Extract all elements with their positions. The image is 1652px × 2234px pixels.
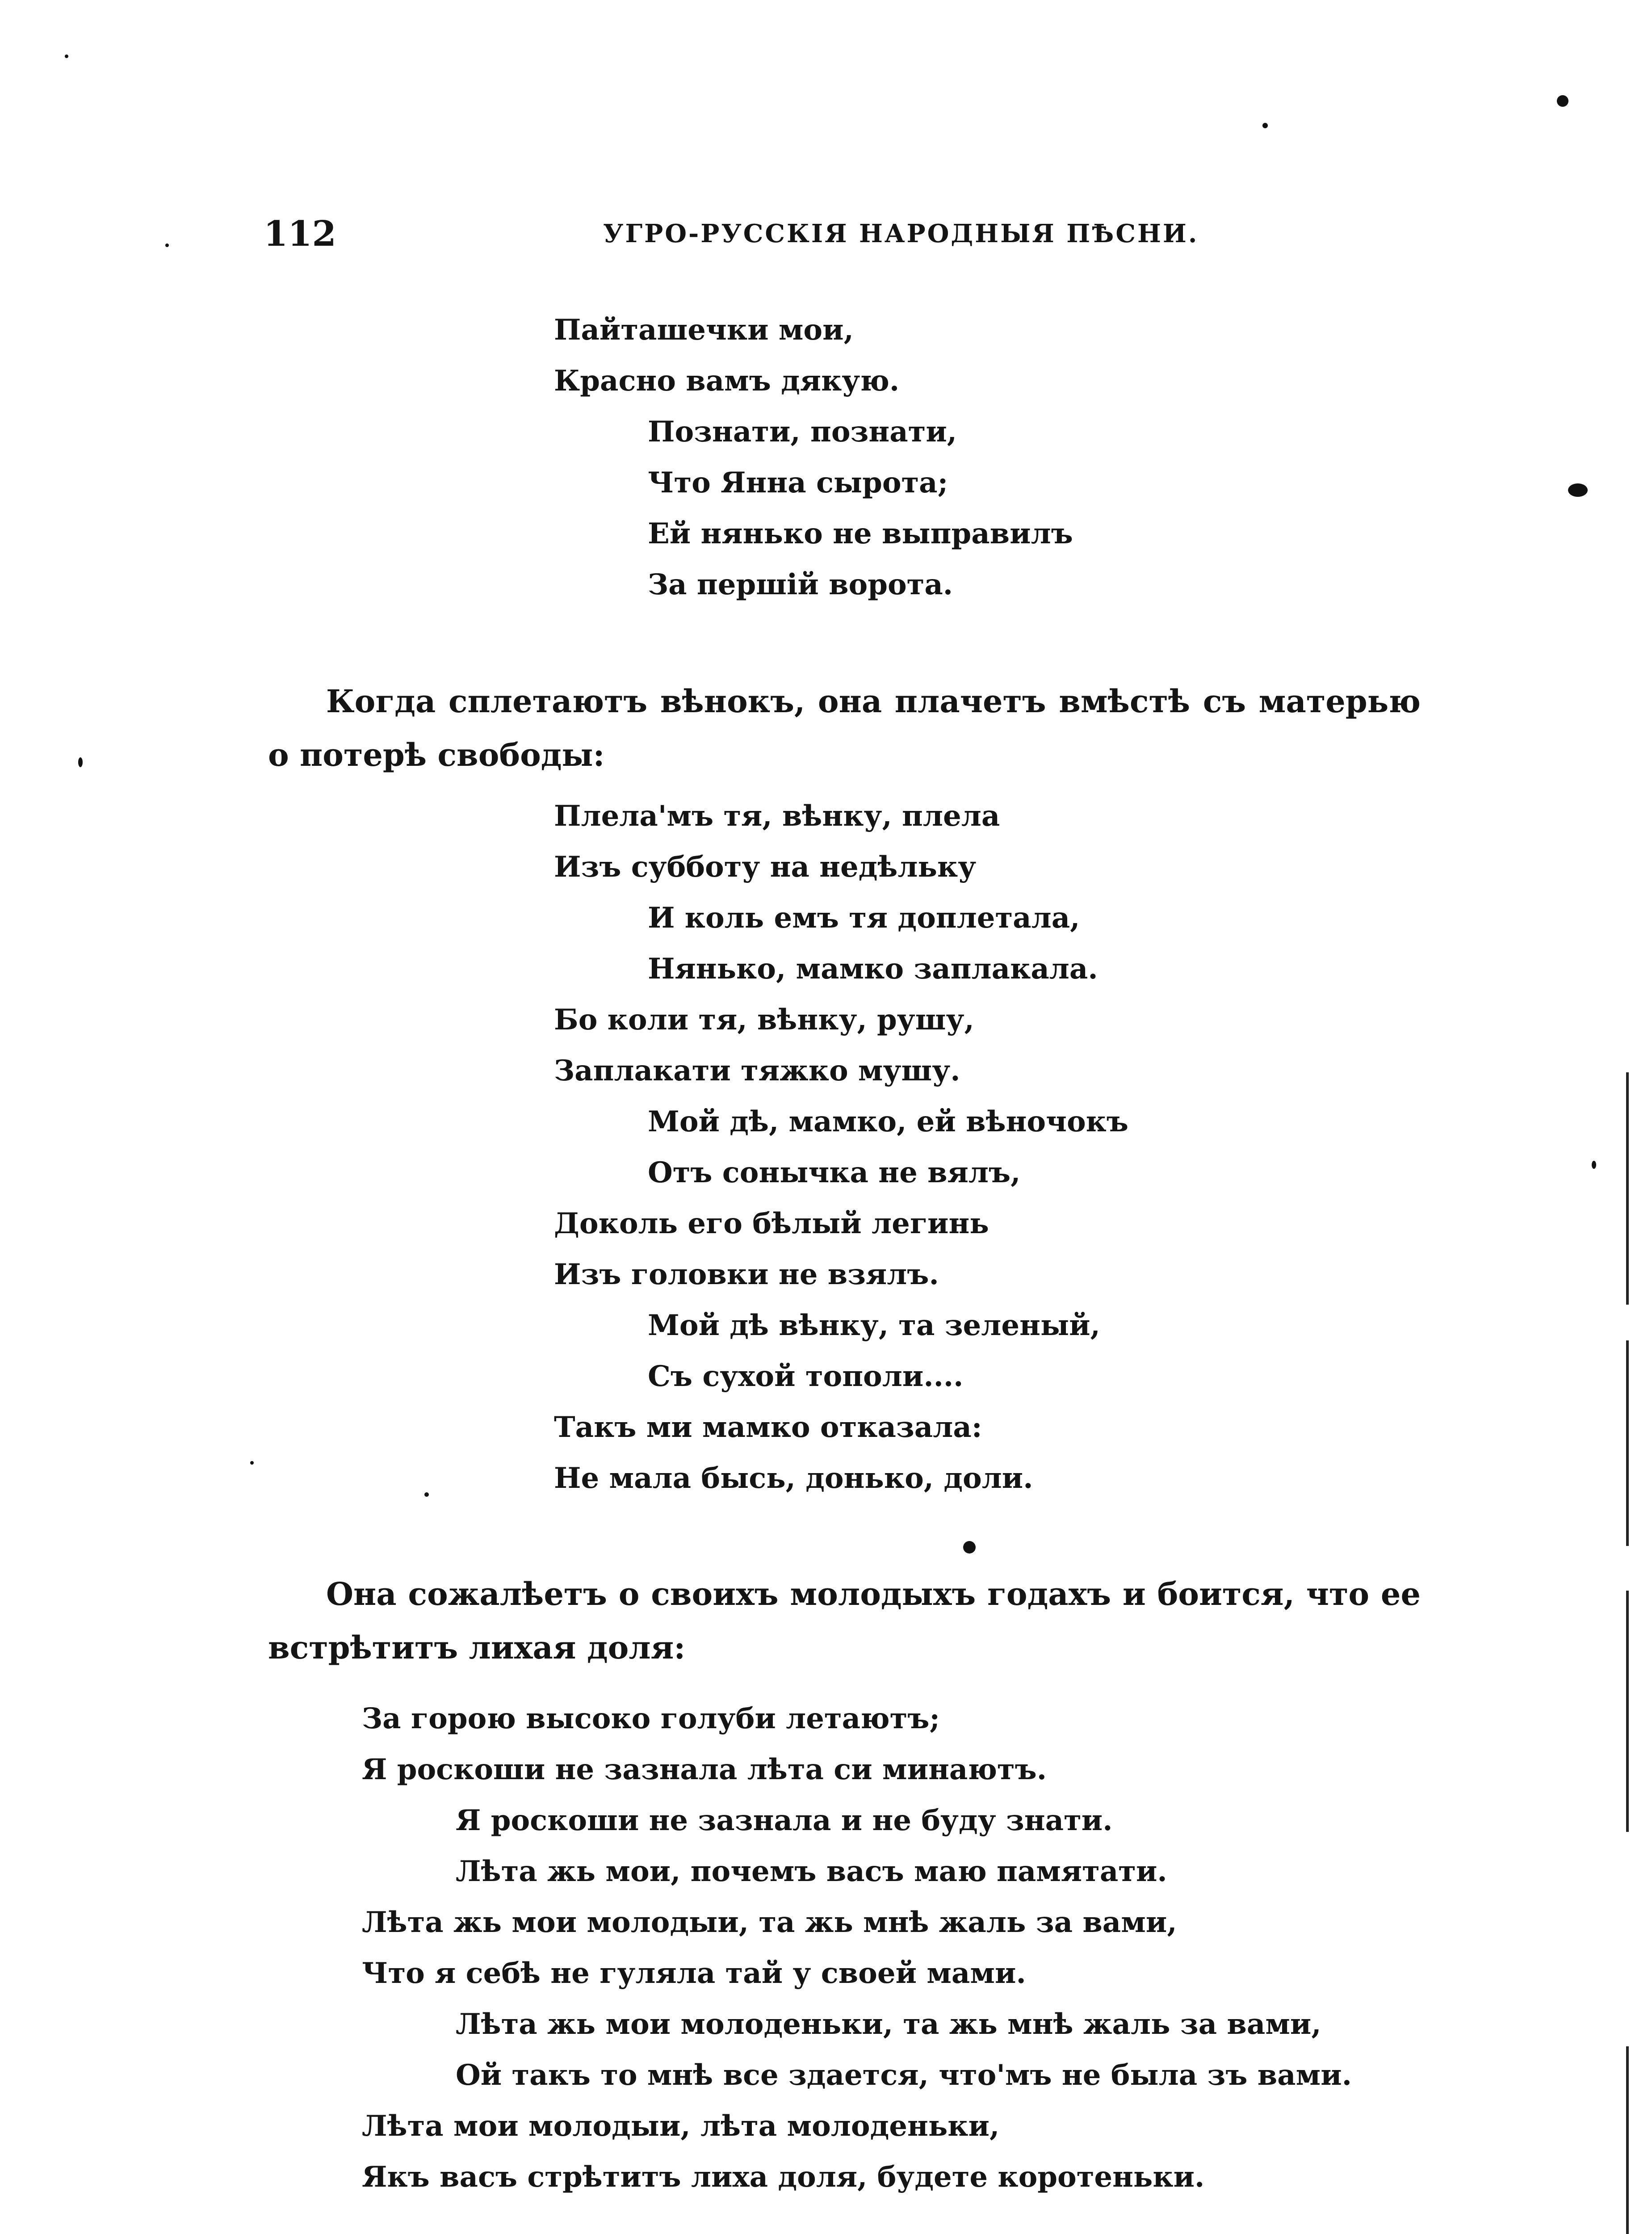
page-edge-mark [1626, 2046, 1629, 2234]
running-title: УГРО-РУССКІЯ НАРОДНЫЯ ПѢСНИ. [603, 219, 1199, 248]
verse-line: Что Янна сырота; [648, 466, 948, 500]
verse-line: Нянько, мамко заплакала. [648, 952, 1098, 986]
verse-line: За горою высоко голуби летаютъ; [362, 1702, 940, 1735]
scan-speck [424, 1492, 429, 1497]
verse-line: Лѣта мои молодыи, лѣта молоденьки, [362, 2109, 1000, 2143]
page-edge-mark [1626, 1591, 1629, 1832]
verse-line: Ой такъ то мнѣ все здается, что'мъ не была зъ вами. [456, 2058, 1352, 2092]
verse-line: И коль емъ тя доплетала, [648, 901, 1080, 935]
verse-line: Не мала бысь, донько, доли. [554, 1461, 1033, 1495]
page-number: 112 [264, 214, 336, 254]
prose-paragraph-2: Она сожалѣетъ о своихъ молодыхъ годахъ и боится, что ее встрѣтитъ лихая доля: [268, 1575, 1421, 1666]
verse-line: Я роскоши не зазнала и не буду знати. [456, 1804, 1113, 1837]
verse-line: Изъ субботу на недѣльку [554, 850, 977, 884]
verse-line: Лѣта жь мои, почемъ васъ маю памятати. [456, 1855, 1167, 1888]
verse-line: Мой дѣ вѣнку, та зеленый, [648, 1309, 1100, 1342]
verse-line: Лѣта жь мои молоденьки, та жь мнѣ жаль за вами, [456, 2007, 1321, 2041]
verse-line: Познати, познати, [648, 415, 957, 449]
verse-line: Якъ васъ стрѣтитъ лиха доля, будете коротеньки. [362, 2160, 1205, 2194]
verse-line: Пайташечки мои, [554, 313, 854, 347]
verse-line: За першій ворота. [648, 568, 953, 601]
scan-speck [78, 757, 83, 767]
scan-speck [250, 1461, 254, 1465]
verse-line: Что я себѣ не гуляла тай у своей мами. [362, 1957, 1026, 1990]
scan-speck [963, 1541, 976, 1554]
verse-stanza-2 [554, 791, 1128, 1504]
page-edge-mark [1626, 1072, 1629, 1305]
verse-line: Красно вамъ дякую. [554, 364, 900, 398]
scan-speck [1592, 1161, 1596, 1169]
scan-speck [1262, 123, 1268, 128]
verse-line: Лѣта жь мои молодыи, та жь мнѣ жаль за вами, [362, 1906, 1177, 1939]
verse-line: Мой дѣ, мамко, ей вѣночокъ [648, 1105, 1128, 1138]
page-edge-mark [1626, 1340, 1629, 1546]
verse-line: Ей нянько не выправилъ [648, 517, 1073, 550]
scan-speck [165, 244, 169, 247]
verse-stanza-1 [554, 305, 1073, 610]
verse-line: Отъ сонычка не вялъ, [648, 1156, 1021, 1189]
verse-line: Доколь его бѣлый легинь [554, 1207, 989, 1240]
prose-paragraph-1: Когда сплетаютъ вѣнокъ, она плачетъ вмѣстѣ съ матерью о потерѣ свободы: [268, 683, 1421, 773]
verse-line: Я роскоши не зазнала лѣта си минаютъ. [362, 1753, 1047, 1786]
scan-speck [65, 55, 68, 58]
scan-speck [1557, 95, 1568, 107]
verse-line: Заплакати тяжко мушу. [554, 1054, 960, 1088]
verse-line: Такъ ми мамко отказала: [554, 1411, 982, 1444]
page-header [264, 214, 1479, 254]
verse-line: Съ сухой тополи.... [648, 1360, 964, 1393]
verse-line: Изъ головки не взялъ. [554, 1258, 939, 1291]
verse-line: Бо коли тя, вѣнку, рушу, [554, 1003, 974, 1037]
scan-speck [1568, 483, 1588, 497]
verse-stanza-3 [362, 1693, 1352, 2203]
verse-line: Плела'мъ тя, вѣнку, плела [554, 799, 1000, 833]
